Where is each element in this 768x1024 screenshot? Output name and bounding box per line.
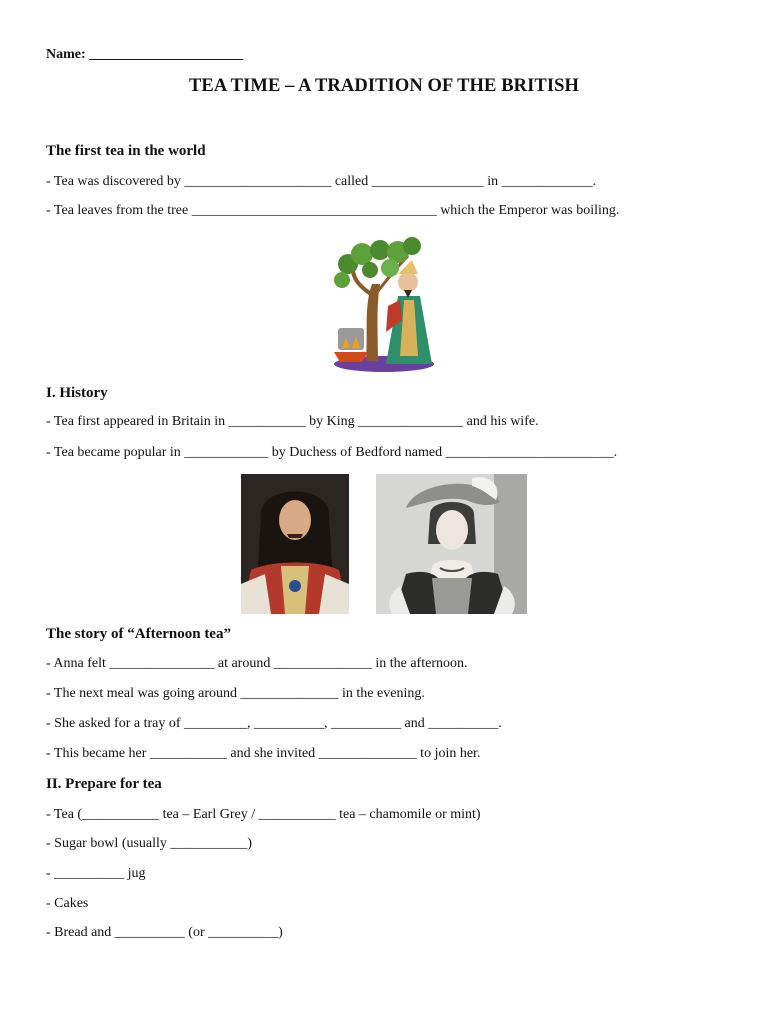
name-field: Name: ______________________ [46, 47, 244, 62]
duchess-portrait-image [376, 474, 527, 614]
worksheet-line: - Sugar bowl (usually ___________) [46, 836, 253, 851]
worksheet-line: - The next meal was going around ______________ in the evening. [46, 686, 425, 701]
worksheet-line: - Tea was discovered by _____________________ called ________________ in _____________. [46, 174, 597, 189]
section-heading-afternoon-tea: The story of “Afternoon tea” [46, 626, 231, 642]
worksheet-line: - Tea first appeared in Britain in ___________ by King _______________ and his wife. [46, 414, 539, 429]
section-heading-prepare: II. Prepare for tea [46, 776, 162, 792]
page-title: TEA TIME – A TRADITION OF THE BRITISH [188, 76, 580, 96]
worksheet-line: - Cakes [46, 896, 89, 911]
worksheet-line: - She asked for a tray of _________, __________, __________ and __________. [46, 716, 502, 731]
king-portrait-image [241, 474, 349, 614]
worksheet-line: - Tea became popular in ____________ by Duchess of Bedford named ________________________. [46, 445, 618, 460]
worksheet-line: - Anna felt _______________ at around ______________ in the afternoon. [46, 656, 468, 671]
worksheet-line: - Bread and __________ (or __________) [46, 925, 283, 940]
worksheet-line: - Tea (___________ tea – Earl Grey / ___________ tea – chamomile or mint) [46, 807, 481, 822]
worksheet-line: - __________ jug [46, 866, 146, 881]
worksheet-line: - Tea leaves from the tree ___________________________________ which the Emperor was boiling. [46, 203, 620, 218]
section-heading-first-tea: The first tea in the world [46, 143, 206, 159]
worksheet-line: - This became her ___________ and she invited ______________ to join her. [46, 746, 481, 761]
emperor-tea-illustration [328, 236, 440, 374]
section-heading-history: I. History [46, 385, 108, 401]
